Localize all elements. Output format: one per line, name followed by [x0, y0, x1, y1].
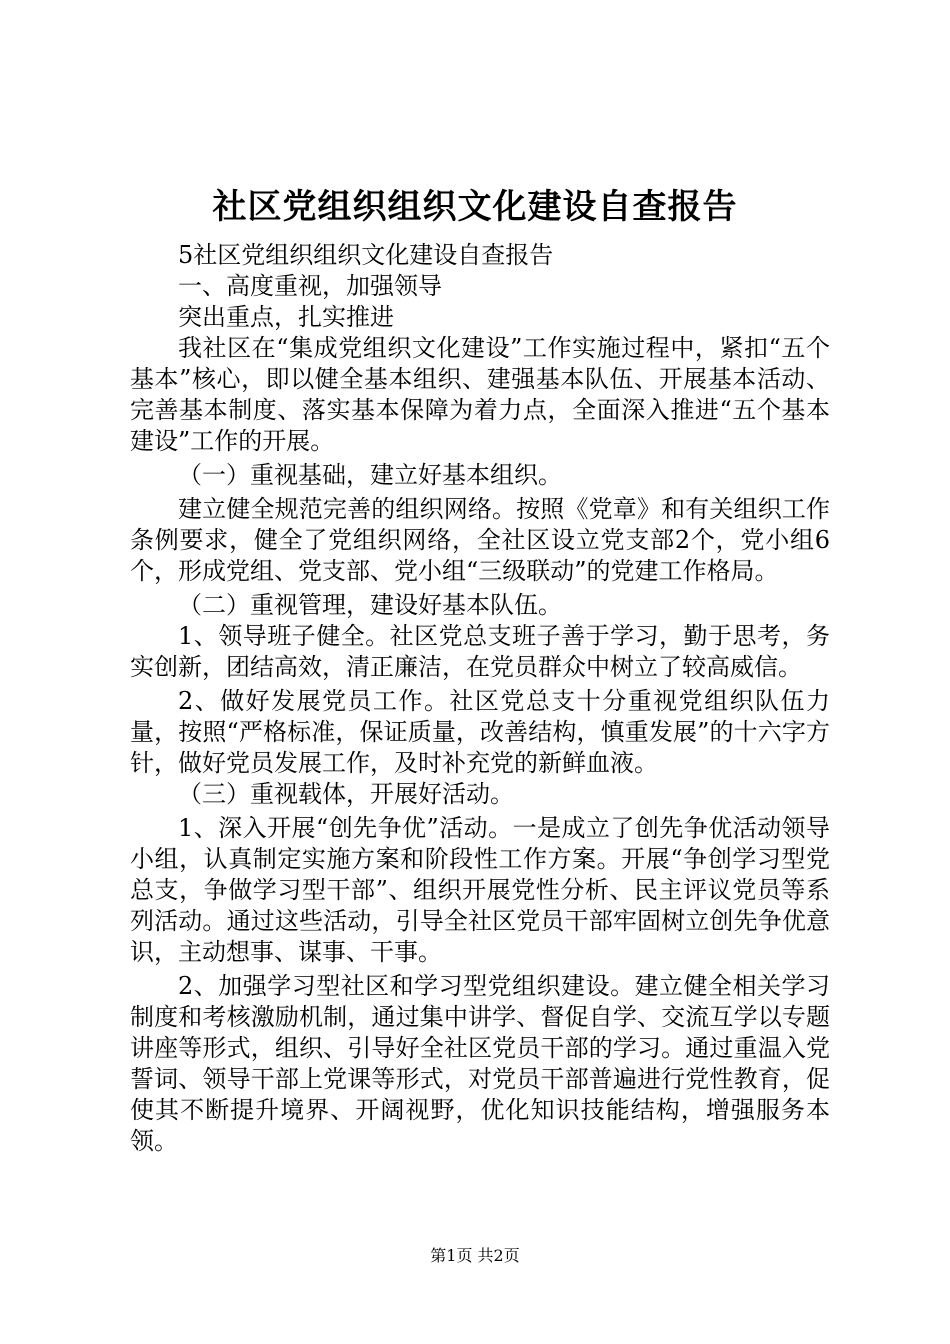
paragraph-learning: 2、加强学习型社区和学习型党组织建设。建立健全相关学习制度和考核激励机制，通过集中讲学、督促自学、交流互学以专题讲座等形式，组织、引导好全社区党员干部的学习。通过重温入党誓词、领导干部上党课等形式，对党员干部普遍进行党性教育，促使其不断提升境界、开阔视野，优化知识技能结构，增强服务本领。 [130, 972, 830, 1155]
heading-subsection-3: （三）重视载体，开展好活动。 [178, 780, 514, 808]
heading-section-1-sub: 突出重点，扎实推进 [178, 303, 394, 331]
heading-subsection-2: （二）重视管理，建设好基本队伍。 [178, 591, 562, 619]
paragraph-subtitle: 5社区党组织组织文化建设自查报告 [178, 241, 554, 269]
paragraph-intro: 我社区在“集成党组织文化建设”工作实施过程中，紧扣“五个基本”核心，即以健全基本组织、建强基本队伍、开展基本活动、完善基本制度、落实基本保障为着力点，全面深入推进“五个基本建设”工作的开展。 [130, 334, 830, 455]
paragraph-leadership: 1、领导班子健全。社区党总支班子善于学习，勤于思考，务实创新，团结高效，清正廉洁，在党员群众中树立了较高威信。 [130, 622, 830, 681]
document-title: 社区党组织组织文化建设自查报告 [212, 187, 738, 227]
heading-subsection-1: （一）重视基础，建立好基本组织。 [178, 461, 562, 489]
page-footer: 第1页 共2页 [430, 1246, 520, 1265]
document-body [130, 240, 830, 1157]
paragraph-recruitment: 2、做好发展党员工作。社区党总支十分重视党组织队伍力量，按照“严格标准，保证质量，改善结构，慎重发展”的十六字方针，做好党员发展工作，及时补充党的新鲜血液。 [130, 687, 830, 777]
heading-section-1: 一、高度重视，加强领导 [178, 272, 442, 300]
paragraph-organization: 建立健全规范完善的组织网络。按照《党章》和有关组织工作条例要求，健全了党组织网络，全社区设立党支部2个，党小组6个，形成党组、党支部、党小组“三级联动”的党建工作格局。 [130, 495, 830, 585]
paragraph-activities: 1、深入开展“创先争优”活动。一是成立了创先争优活动领导小组，认真制定实施方案和阶段性工作方案。开展“争创学习型党总支，争做学习型干部”、组织开展党性分析、民主评议党员等系列活动。通过这些活动，引导全社区党员干部牢固树立创先争优意识，主动想事、谋事、干事。 [130, 814, 830, 966]
